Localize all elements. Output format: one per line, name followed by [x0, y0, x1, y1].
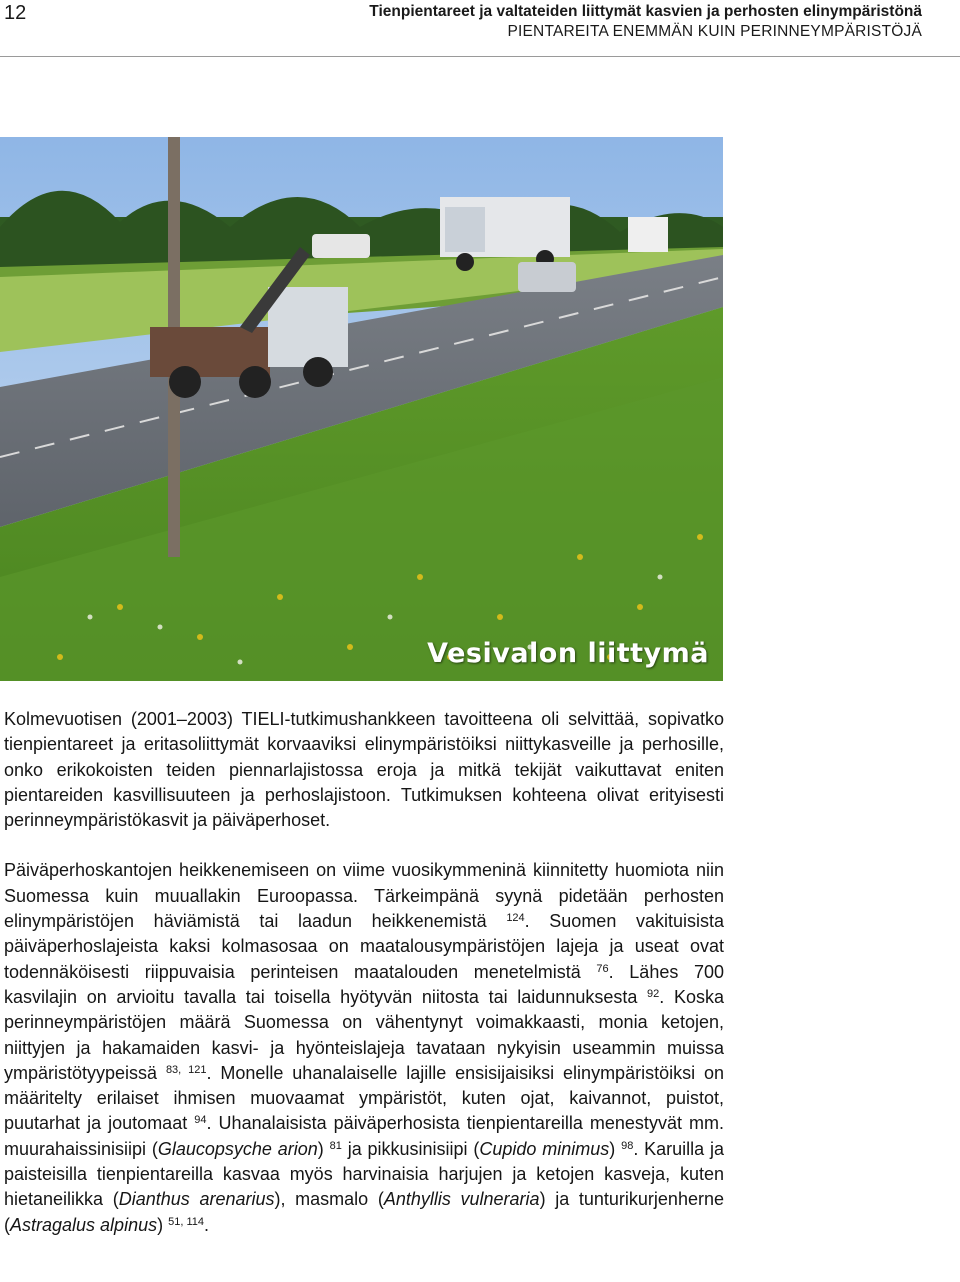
header-rule [0, 56, 960, 57]
text-run: ) [317, 1138, 324, 1159]
text-run: ja pikkusinisiipi ( [341, 1138, 480, 1159]
species-name: Cupido minimus [479, 1138, 610, 1159]
photo-road-junction [0, 137, 723, 681]
paragraph-1: Kolmevuotisen (2001–2003) TIELI-tutkimushankkeen tavoitteena oli selvittää, sopivatko tienpientareet ja eritasoliittymät korvaaviksi elinympäristöiksi niittykasveille ja perhosille, onko erikokoisten teiden piennarlajistossa eroja ja mitkä tekijät vaikuttavat eniten pientareiden kasvillisuuteen ja perhoslajistoon. Tutkimuksen kohteena olivat erityisesti perinneympäristökasvit ja päiväperhoset. [4, 709, 724, 831]
text-run: . Monelle uhanalaiselle lajille ensisijaisiksi elinympäristöiksi on määritelty erilaiset ihmisen muovaamat ympäristöt, kuten ojat, kaivannot, puistot, puutarhat ja joutomaat [4, 1062, 724, 1134]
text-run: ) [609, 1138, 616, 1159]
page-number: 12 [4, 2, 27, 24]
text-run: . Lähes 700 kasvilajin on arvioitu tavalla tai toisella hyötyvän niitosta tai laidunnuksesta [4, 961, 724, 1007]
text-run: . [204, 1214, 210, 1235]
reference: 76 [596, 962, 609, 975]
reference: 124 [506, 912, 525, 925]
species-name: Dianthus arenarius [118, 1189, 275, 1210]
text-run: . Suomen vakituisista päiväperhoslajeista kaksi kolmasosaa on maatalousympäristöjen lajeja ja useat ovat todennäköisesti riippuvaisia perinteisen maatalouden menetelmistä [4, 911, 724, 982]
species-name: Astragalus alpinus [10, 1214, 158, 1235]
text-run: . Koska perinneympäristöjen määrä Suomessa on vähentynyt voimakkaasti, monia ketojen, niittyjen ja hakamaiden kasvi- ja hyönteislajeja tavataan nykyisin useammin muissa ympäristötyypeissä [4, 986, 724, 1083]
text-run: . Karuilla ja paisteisilla tienpientareilla kasvaa myös harvinaisia harjujen ja ketojen kasveja, kuten hietaneilikka ( [4, 1138, 725, 1210]
photo-caption: Vesivalon liittymä [427, 638, 709, 669]
text-run: ) [157, 1214, 164, 1235]
running-subtitle: PIENTAREITA ENEMMÄN KUIN PERINNEYMPÄRISTÖJÄ [507, 23, 922, 40]
text-run: Päiväperhoskantojen heikkenemiseen on viime vuosikymmeninä kiinnitetty huomiota niin Suomessa kuin muuallakin Euroopassa. Tärkeimpänä syynä pidetään perhosten elinympäristöjen häviämistä tai laadun heikkenemistä [4, 860, 724, 932]
reference: 83, 121 [165, 1063, 207, 1076]
reference: 81 [329, 1139, 342, 1152]
species-name: Glaucopsyche arion [157, 1138, 318, 1159]
text-run: ), masmalo ( [274, 1189, 384, 1210]
body-text [4, 707, 724, 1238]
paragraph-2 [4, 858, 724, 1237]
reference: 98 [621, 1139, 634, 1152]
species-name: Anthyllis vulneraria [383, 1189, 540, 1210]
reference: 51, 114 [168, 1215, 204, 1228]
reference: 92 [647, 987, 660, 1000]
running-header [369, 2, 922, 42]
road-photo-illustration [0, 137, 723, 681]
reference: 94 [194, 1114, 207, 1127]
text-run: . Uhanalaisista päiväperhosista tienpientareilla menestyvät mm. muurahaissinisiipi ( [4, 1113, 724, 1159]
text-run: ) ja tunturikurjenherne ( [4, 1189, 724, 1235]
running-title: Tienpientareet ja valtateiden liittymät kasvien ja perhosten elinympäristönä [369, 3, 922, 20]
